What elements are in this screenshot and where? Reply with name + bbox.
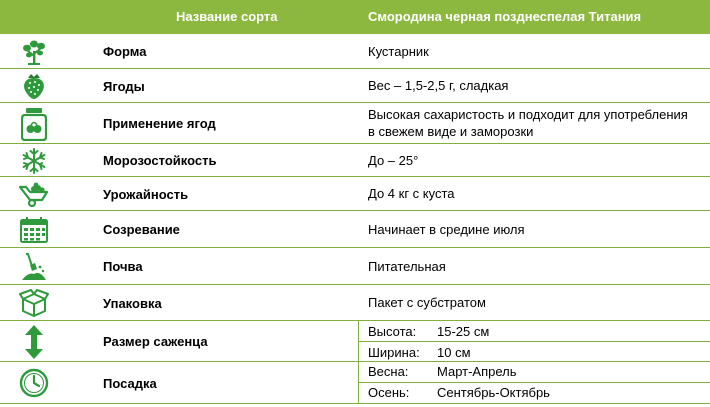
table-row (0, 144, 710, 177)
subrow-value: Март-Апрель (437, 364, 517, 379)
row-label: Урожайность (103, 186, 189, 202)
row-value: Кустарник (368, 43, 429, 59)
row-value: Начинает в средине июля (368, 221, 525, 237)
subrow-key: Весна: (368, 364, 409, 379)
row-value: Пакет с субстратом (368, 295, 486, 310)
header-variety-title: Смородина черная позднеспелая Титания (368, 9, 642, 24)
wheelbarrow-icon (12, 177, 56, 211)
subrow-value: 10 см (437, 345, 471, 360)
row-label: Морозостойкость (103, 153, 217, 168)
row-label: Созревание (103, 222, 180, 237)
table-row (0, 285, 710, 321)
table-row (0, 321, 710, 362)
header-variety-name: Название сорта (176, 9, 278, 24)
subrow-key: Осень: (368, 385, 410, 400)
row-value: Вес – 1,5-2,5 г, сладкая (368, 78, 509, 93)
table-header (0, 0, 710, 34)
strawberry-icon (12, 69, 56, 103)
subrow-key: Ширина: (368, 345, 420, 360)
row-label: Форма (103, 44, 147, 59)
table-row (0, 177, 710, 211)
row-label: Упаковка (103, 295, 162, 311)
row-label: Посадка (103, 375, 157, 391)
snowflake-icon (12, 144, 56, 177)
table-row (0, 103, 710, 144)
table-row (0, 248, 710, 285)
subrow-value: 15-25 см (437, 324, 490, 339)
box-icon (12, 285, 56, 321)
row-value-line2: в свежем виде и заморозки (368, 124, 534, 139)
row-label: Почва (103, 259, 143, 274)
tree-icon (12, 34, 56, 69)
table-row (0, 211, 710, 248)
subrow-key: Высота: (368, 324, 417, 339)
row-value-line1: Высокая сахаристость и подходит для употребления (368, 107, 688, 122)
jam-jar-icon (12, 103, 56, 144)
clock-icon (12, 362, 56, 404)
row-label: Размер саженца (103, 334, 208, 349)
height-arrow-icon (12, 321, 56, 362)
subrow-value: Сентябрь-Октябрь (437, 385, 550, 400)
row-value: До – 25° (368, 152, 419, 168)
calendar-icon (12, 211, 56, 248)
shovel-soil-icon (12, 248, 56, 285)
row-label: Ягоды (103, 78, 145, 94)
row-label: Применение ягод (103, 116, 216, 131)
table-row (0, 362, 710, 404)
row-value: До 4 кг с куста (368, 186, 455, 201)
row-value: Питательная (368, 258, 446, 274)
table-row (0, 34, 710, 69)
table-row (0, 69, 710, 103)
